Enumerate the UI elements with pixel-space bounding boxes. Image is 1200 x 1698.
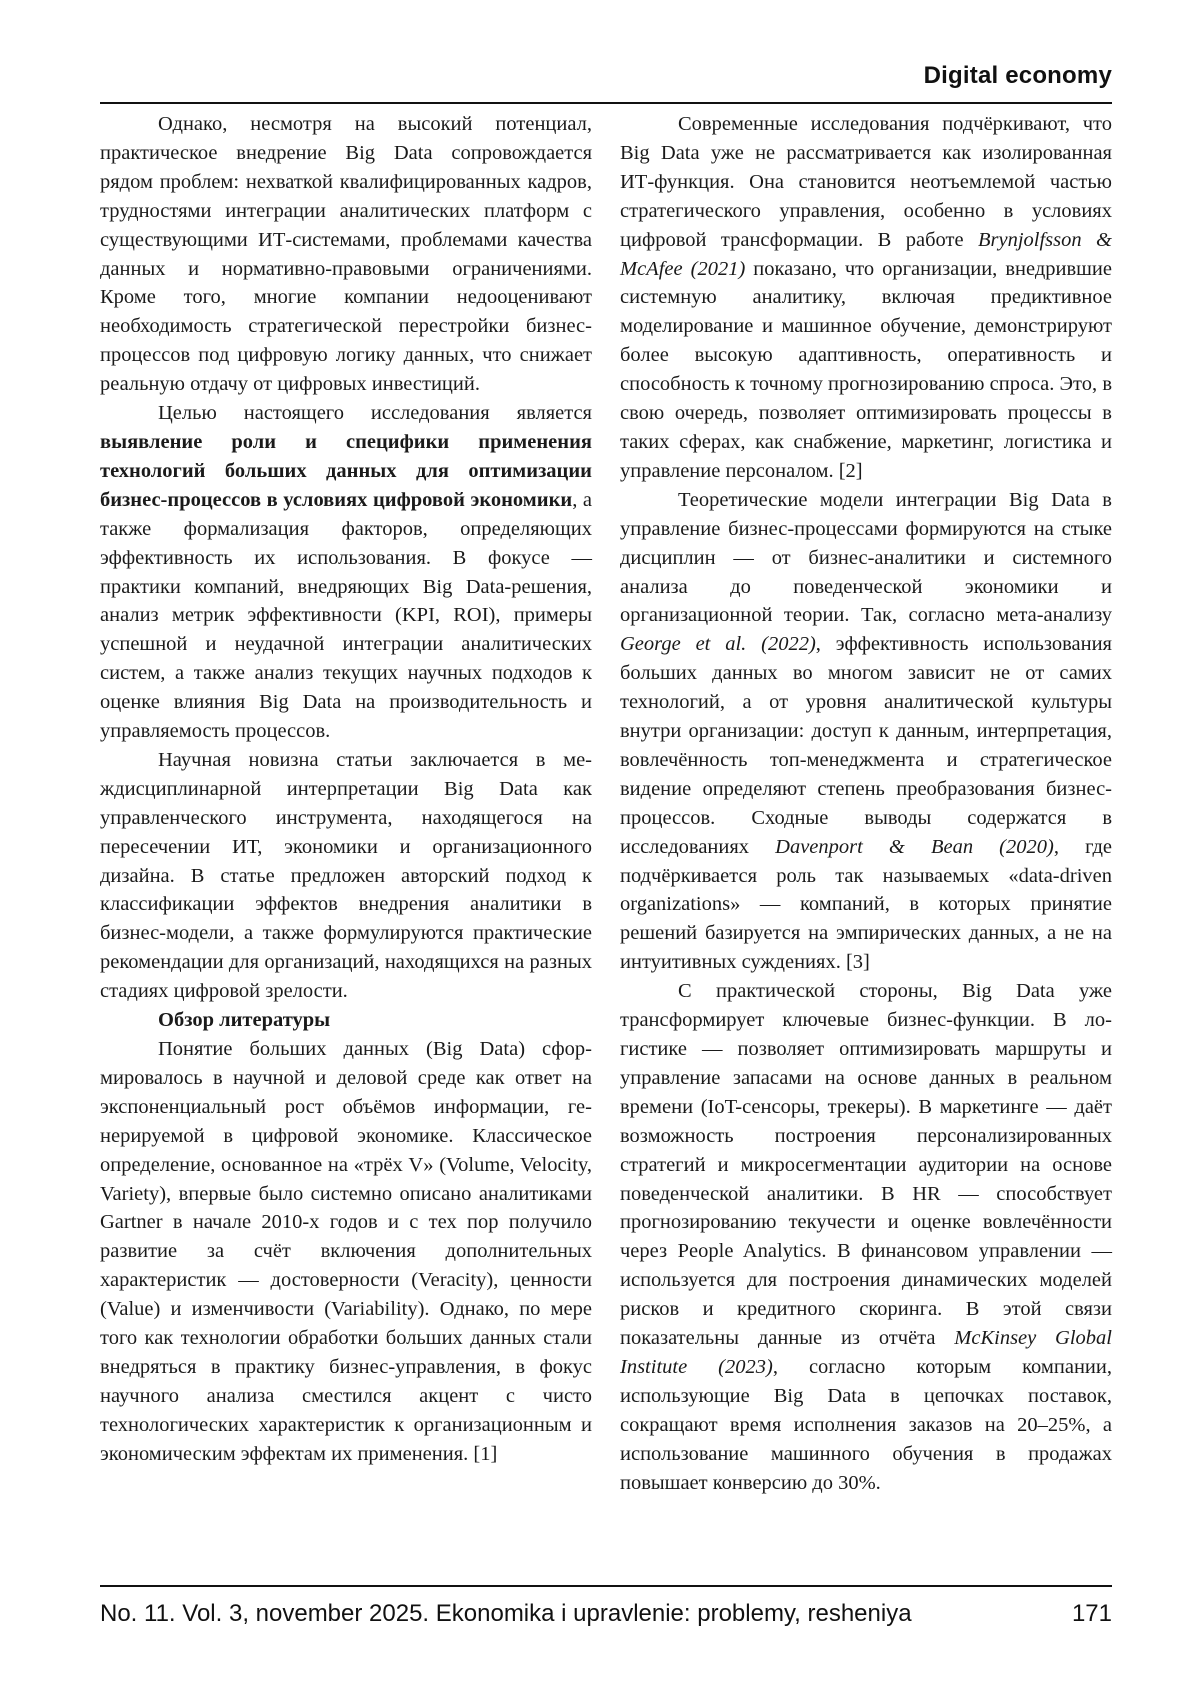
paragraph-research-goal: Целью настоящего исследования является выявление роли и специфики применения технологий больших данных для оптимизации бизнес-процессов в условиях цифровой экономики, а также формализация факторов, определяющих эффективность их использования. В фокусе — практики компаний, внедряющих Big Data-решения, анализ метрик эффективности (KPI, ROI), примеры успешной и неудачной интеграции аналитических систем, а также анализ текущих научных подходов к оценке влияния Big Data на производительность и управляемость процессов. bbox=[100, 402, 592, 743]
paragraph-big-data-concept: Понятие больших данных (Big Data) сформировалось в научной и деловой среде как ответ на экспоненциальный рост объёмов информации, генерируемой в цифровой экономике. Классическое определение, основанное на «трёх V» (Volume, Velocity, Variety), впервые было системно описано аналитиками Gartner в начале 2010-х годов и с тех пор получило развитие за счёт включения дополнительных характеристик — достоверности (Veracity), ценности (Value) и изменчивости (Variability). Однако, по мере того как технологии обработки больших данных стали внедряться в практику бизнес-управления, в фокус научного анализа сместился акцент с чисто технологических характеристик к организационным и экономическим эффектам их применения. [1] bbox=[100, 1038, 592, 1465]
page-number: 171 bbox=[1071, 1600, 1112, 1627]
citation-george: George et al. (2022) bbox=[620, 633, 816, 656]
citation-davenport: Davenport & Bean (2020) bbox=[775, 835, 1054, 858]
paragraph-theoretical-models: Теоретические модели интеграции Big Data в управление бизнес-процессами формируются на стыке дисциплин — от бизнес-аналитики и системного анализа до поведенческой экономики и организационной теории. Так, согласно мета-анализу George et al. (2022), эффективность использования больших данных во многом зависит не от самих технологий, а от уровня аналитической культуры внутри организации: доступ к данным, интерпретация, вовлечённость топ-менеджмента и стратегическое видение определяют степень преобразования бизнес-процессов. Сходные выводы содержатся в исследованиях Davenport & Bean (2020), где подчёркивается роль так называемых «data-driven organizations» — компаний, в которых принятие решений базируется на эмпирических данных, а не на интуитивных суждениях. [3] bbox=[620, 488, 1112, 974]
footer-rule bbox=[100, 1585, 1112, 1587]
paragraph-intro-problems: Однако, несмотря на высокий потенциал, практическое внедрение Big Data сопровождается рядом проблем: нехваткой квалифицированных кадров, трудностями интеграции аналитических платформ с существующими ИТ-системами, проблемами качества данных и нормативно-правовыми ограничениями. Кроме того, многие компании недооценивают необходимость стратегической перестройки бизнес-процессов под цифровую логику данных, что снижает реальную отдачу от цифровых инвестиций. bbox=[100, 113, 592, 396]
citation-brynjolfsson: Brynjolfsson & McAfee (2021) bbox=[620, 228, 1112, 280]
literature-review-heading: Обзор литературы bbox=[158, 1009, 331, 1032]
paragraph-novelty: Научная новизна статьи заключается в междисциплинарной интерпретации Big Data как управленческого инструмента, находящегося на пересечении ИТ, экономики и организационного дизайна. В статье предложен авторский подход к классификации эффектов внедрения аналитики в бизнес-модели, а также формулируются практические рекомендации для организаций, находящихся на разных стадиях цифровой зрелости. bbox=[100, 748, 592, 1003]
header-rule bbox=[100, 102, 1112, 104]
paragraph-practical-side: С практической стороны, Big Data уже трансформирует ключевые бизнес-функции. В логистике — позволяет оптимизировать маршруты и управление запасами на основе данных в реальном времени (IoT-сенсоры, трекеры). В маркетинге — даёт возможность построения персонализированных стратегий и микросегментации аудитории на основе поведенческой аналитики. В HR — способствует прогнозированию текучести и оценке вовлечённости через People Analytics. В финансовом управлении — используется для построения динамических моделей рисков и кредитного скоринга. В этой связи показательны данные из отчёта McKinsey Global Institute (2023), согласно которым компании, использующие Big Data в цепочках поставок, сокращают время исполнения заказов на 20–25%, а использование машинного обучения в продажах повышает конверсию до 30%. bbox=[620, 980, 1113, 1494]
citation-mckinsey: McKinsey Global Institute (2023) bbox=[620, 1327, 1112, 1378]
paragraph-modern-research: Современные исследования подчёркивают, что Big Data уже не рассматривается как изолированная ИТ-функция. Она становится неотъемлемой частью стратегического управления, особенно в условиях цифровой трансформации. В работе Brynjolfsson & McAfee (2021) показано, что организации, внедрившие системную аналитику, включая предиктивное моделирование и машинное обучение, демонстрируют более высокую адаптивность, оперативность и способность к точному прогнозированию спроса. Это, в свою очередь, позволяет оптимизировать процессы в таких сферах, как снабжение, маркетинг, логистика и управление персоналом. [2] bbox=[620, 113, 1113, 482]
journal-citation: No. 11. Vol. 3, november 2025. Ekonomika i upravlenie: problemy, resheniya bbox=[100, 1600, 912, 1627]
section-title: Digital economy bbox=[923, 62, 1112, 89]
right-column bbox=[620, 110, 1112, 1498]
research-goal-emphasis: выявление роли и специфики применения технологий больших данных для оптимизации бизнес-процессов в условиях цифровой экономики bbox=[100, 430, 592, 511]
left-column bbox=[100, 110, 592, 1469]
